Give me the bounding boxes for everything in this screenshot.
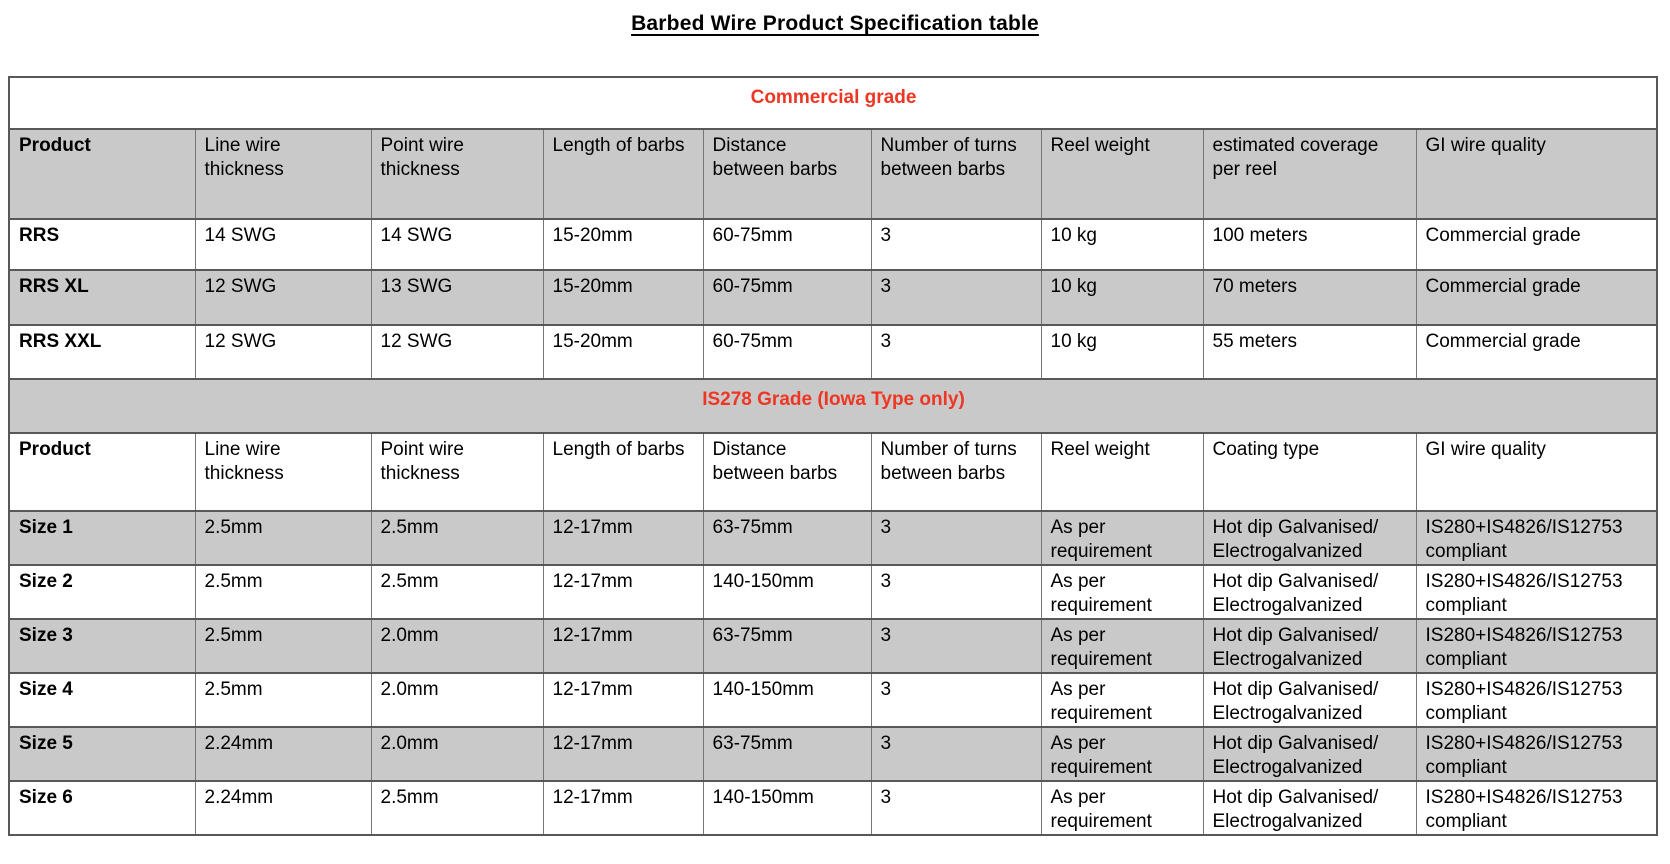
- cell: IS280+IS4826/IS12753 compliant: [1416, 511, 1657, 565]
- col-header: Number of turns between barbs: [871, 129, 1041, 219]
- table-row: [9, 325, 1657, 379]
- col-header: Distance between barbs: [703, 433, 871, 511]
- cell: 2.5mm: [195, 565, 371, 619]
- cell: 10 kg: [1041, 325, 1203, 379]
- cell: Hot dip Galvanised/ Electrogalvanized: [1203, 673, 1416, 727]
- cell: 15-20mm: [543, 270, 703, 325]
- cell: 3: [871, 270, 1041, 325]
- cell: As per requirement: [1041, 781, 1203, 835]
- cell: IS280+IS4826/IS12753 compliant: [1416, 727, 1657, 781]
- page-title: Barbed Wire Product Specification table: [631, 12, 1039, 35]
- cell: 70 meters: [1203, 270, 1416, 325]
- cell-product: Size 1: [9, 511, 195, 565]
- cell: Commercial grade: [1416, 219, 1657, 270]
- table-row: [9, 781, 1657, 835]
- cell: 3: [871, 219, 1041, 270]
- cell: 15-20mm: [543, 219, 703, 270]
- col-header: Point wire thickness: [371, 433, 543, 511]
- section-banner-is278: IS278 Grade (Iowa Type only): [9, 379, 1657, 433]
- cell: 12-17mm: [543, 511, 703, 565]
- col-header: Reel weight: [1041, 433, 1203, 511]
- cell: 2.5mm: [195, 511, 371, 565]
- cell: 12-17mm: [543, 565, 703, 619]
- section-banner-commercial: Commercial grade: [9, 77, 1657, 129]
- cell: IS280+IS4826/IS12753 compliant: [1416, 619, 1657, 673]
- col-header: Coating type: [1203, 433, 1416, 511]
- table-row: [9, 565, 1657, 619]
- cell: 2.0mm: [371, 727, 543, 781]
- cell-product: RRS: [9, 219, 195, 270]
- cell: 140-150mm: [703, 781, 871, 835]
- cell: 2.24mm: [195, 781, 371, 835]
- cell-product: RRS XXL: [9, 325, 195, 379]
- table-row: [9, 129, 1657, 219]
- cell: 2.5mm: [371, 565, 543, 619]
- col-header: Length of barbs: [543, 433, 703, 511]
- cell: 55 meters: [1203, 325, 1416, 379]
- cell: 2.5mm: [195, 673, 371, 727]
- cell: 2.0mm: [371, 673, 543, 727]
- table-row: [9, 727, 1657, 781]
- col-header: Number of turns between barbs: [871, 433, 1041, 511]
- cell: IS280+IS4826/IS12753 compliant: [1416, 673, 1657, 727]
- cell: 60-75mm: [703, 219, 871, 270]
- cell: Hot dip Galvanised/ Electrogalvanized: [1203, 727, 1416, 781]
- cell: As per requirement: [1041, 565, 1203, 619]
- cell: Hot dip Galvanised/ Electrogalvanized: [1203, 565, 1416, 619]
- cell: 12-17mm: [543, 781, 703, 835]
- cell: 63-75mm: [703, 727, 871, 781]
- cell: 12 SWG: [371, 325, 543, 379]
- spec-table: [8, 76, 1658, 836]
- col-header: Distance between barbs: [703, 129, 871, 219]
- col-header: Line wire thickness: [195, 433, 371, 511]
- cell: 3: [871, 619, 1041, 673]
- cell: 140-150mm: [703, 673, 871, 727]
- cell: 12-17mm: [543, 619, 703, 673]
- cell: 60-75mm: [703, 270, 871, 325]
- cell-product: RRS XL: [9, 270, 195, 325]
- cell: 2.5mm: [371, 781, 543, 835]
- col-header: Line wire thickness: [195, 129, 371, 219]
- cell: As per requirement: [1041, 727, 1203, 781]
- cell-product: Size 6: [9, 781, 195, 835]
- cell: 2.5mm: [371, 511, 543, 565]
- document-page: [0, 12, 1670, 864]
- col-header: GI wire quality: [1416, 129, 1657, 219]
- cell: 60-75mm: [703, 325, 871, 379]
- cell: 3: [871, 781, 1041, 835]
- cell: Hot dip Galvanised/ Electrogalvanized: [1203, 511, 1416, 565]
- table-row: [9, 619, 1657, 673]
- table-row: [9, 673, 1657, 727]
- col-header: Product: [9, 433, 195, 511]
- cell: 140-150mm: [703, 565, 871, 619]
- cell: Commercial grade: [1416, 270, 1657, 325]
- cell: 3: [871, 511, 1041, 565]
- col-header: GI wire quality: [1416, 433, 1657, 511]
- cell: Hot dip Galvanised/ Electrogalvanized: [1203, 781, 1416, 835]
- cell: 3: [871, 325, 1041, 379]
- cell: 12-17mm: [543, 673, 703, 727]
- cell: 12-17mm: [543, 727, 703, 781]
- cell: 63-75mm: [703, 511, 871, 565]
- cell-product: Size 5: [9, 727, 195, 781]
- col-header: Reel weight: [1041, 129, 1203, 219]
- cell: 10 kg: [1041, 270, 1203, 325]
- cell: IS280+IS4826/IS12753 compliant: [1416, 781, 1657, 835]
- cell-product: Size 3: [9, 619, 195, 673]
- cell: 10 kg: [1041, 219, 1203, 270]
- cell: 2.5mm: [195, 619, 371, 673]
- cell: 15-20mm: [543, 325, 703, 379]
- table-row: [9, 270, 1657, 325]
- cell: 3: [871, 565, 1041, 619]
- table-row: [9, 511, 1657, 565]
- cell-product: Size 4: [9, 673, 195, 727]
- col-header: estimated coverage per reel: [1203, 129, 1416, 219]
- cell: 12 SWG: [195, 270, 371, 325]
- col-header: Point wire thickness: [371, 129, 543, 219]
- cell: 14 SWG: [195, 219, 371, 270]
- cell: IS280+IS4826/IS12753 compliant: [1416, 565, 1657, 619]
- cell: 3: [871, 673, 1041, 727]
- cell: 3: [871, 727, 1041, 781]
- table-row: [9, 379, 1657, 433]
- col-header: Product: [9, 129, 195, 219]
- cell: As per requirement: [1041, 619, 1203, 673]
- cell: 13 SWG: [371, 270, 543, 325]
- table-row: [9, 219, 1657, 270]
- cell: 63-75mm: [703, 619, 871, 673]
- cell: 12 SWG: [195, 325, 371, 379]
- col-header: Length of barbs: [543, 129, 703, 219]
- table-row: [9, 433, 1657, 511]
- cell: Commercial grade: [1416, 325, 1657, 379]
- cell-product: Size 2: [9, 565, 195, 619]
- cell: As per requirement: [1041, 673, 1203, 727]
- cell: 14 SWG: [371, 219, 543, 270]
- table-row: [9, 77, 1657, 129]
- cell: 100 meters: [1203, 219, 1416, 270]
- cell: Hot dip Galvanised/ Electrogalvanized: [1203, 619, 1416, 673]
- cell: 2.0mm: [371, 619, 543, 673]
- cell: As per requirement: [1041, 511, 1203, 565]
- cell: 2.24mm: [195, 727, 371, 781]
